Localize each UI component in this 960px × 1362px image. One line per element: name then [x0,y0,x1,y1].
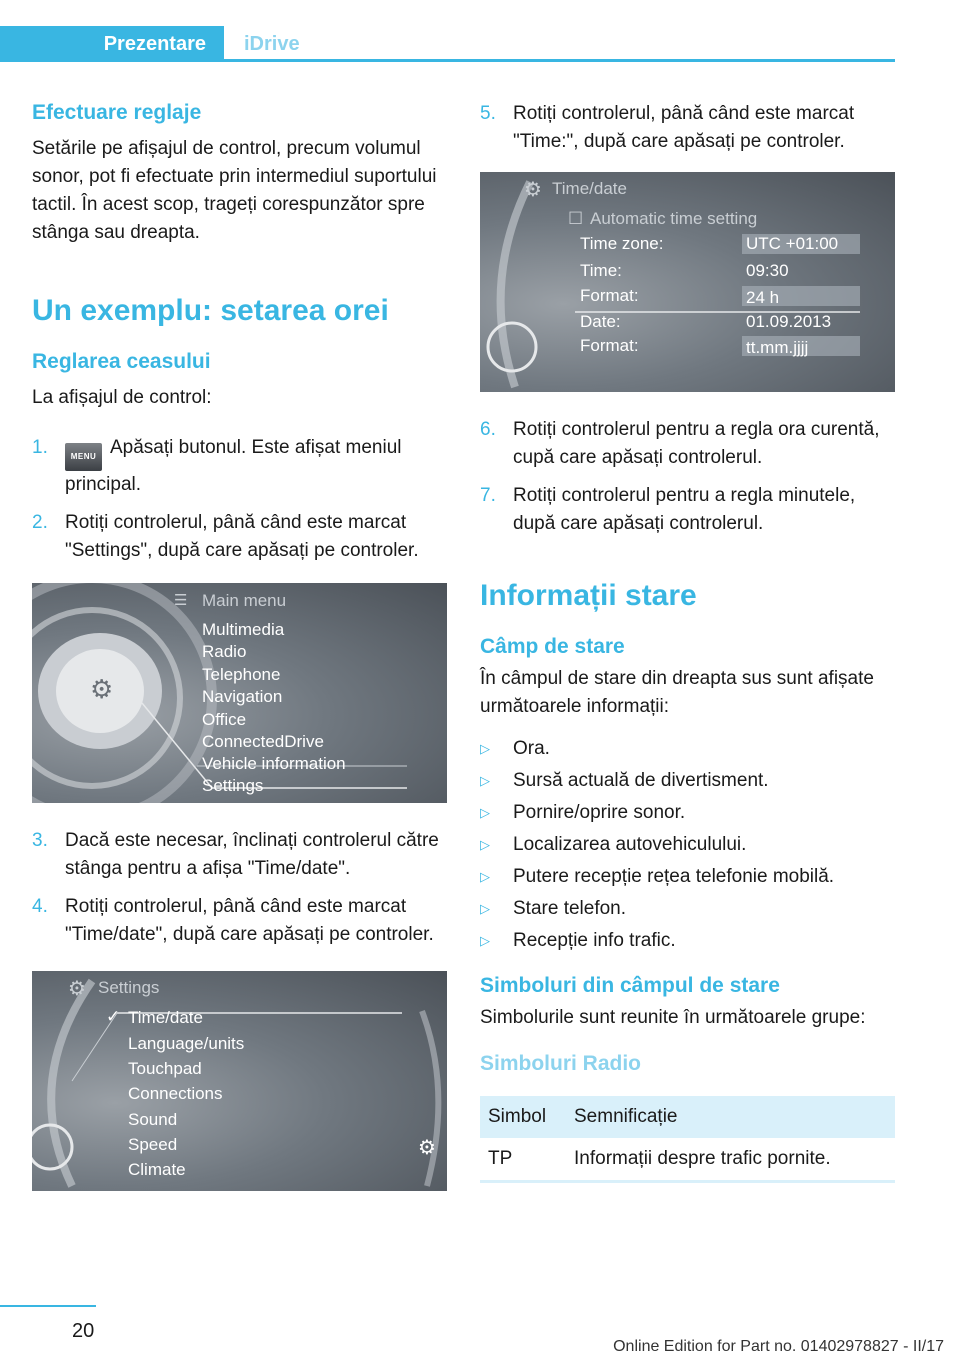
time-value: 09:30 [746,261,789,280]
screen-title: Time/date [552,179,627,198]
checkbox-icon: ☐ [568,209,584,228]
list-icon: ☰ [174,592,188,610]
step-text: Rotiți controlerul, până când este marcat "Settings", după care apăsați pe controler. [65,512,419,562]
symbols-table [480,1096,895,1183]
step-text: Apăsați butonul. Este afișat meniul principal. [65,437,402,496]
screenshot-time-date [480,172,895,392]
date-value: 01.09.2013 [746,312,832,331]
heading-exemplu: Un exemplu: setarea orei [32,294,389,328]
list-item: ▷ Recepție info trafic. [480,927,895,955]
date-format-label: Format: [580,336,639,355]
step-text: Rotiți controlerul, până când este marcat "Time:", după care apăsați pe controler. [513,103,855,152]
step-number: 6. [480,419,496,440]
check-icon: ✓ [106,1007,121,1027]
heading-reglarea-ceasului: Reglarea ceasului [32,350,211,374]
step-6 [480,416,895,472]
menu-item: ConnectedDrive [202,732,324,752]
step-number: 5. [480,103,496,124]
paragraph-reglaje: Setările pe afișajul de control, precum volumul sonor, pot fi efectuate prin intermediul suportului tactil. În acest scop, trageți corespunzător spre stânga sau dreapta. [32,138,437,244]
bullet-icon: ▷ [480,933,490,949]
time-zone-value: UTC +01:00 [746,234,839,253]
list-item: ▷ Ora. [480,735,895,763]
step-number: 4. [32,896,48,918]
format-label: Format: [580,286,639,305]
menu-item: Vehicle information [202,754,346,774]
paragraph-camp: În câmpul de stare din dreapta sus sunt afișate următoarele informații: [480,668,874,718]
heading-camp-de-stare: Câmp de stare [480,635,625,658]
list-item: ▷ Putere recepție rețea telefonie mobilă. [480,863,895,891]
paragraph-afisaj: La afișajul de control: [32,387,212,409]
time-label: Time: [580,261,622,280]
menu-item: Office [202,710,247,730]
menu-item: Telephone [202,665,281,685]
list-item: ▷ Pornire/oprire sonor. [480,799,895,827]
bullet-icon: ▷ [480,805,490,821]
step-4 [32,893,447,949]
gear-icon: ⚙ [90,674,114,705]
bullet-icon: ▷ [480,837,490,853]
bullet-icon: ▷ [480,741,490,757]
list-item: ▷ Sursă actuală de divertisment. [480,767,895,795]
date-label: Date: [580,312,621,331]
menu-item: Speed [128,1135,178,1155]
table-header-row [480,1096,895,1138]
date-format-value: tt.mm.jjjj [746,338,809,357]
screen-title: Settings [98,978,160,998]
step-text: Rotiți controlerul, până când este marcat "Time/date", după care apăsați pe controler. [65,896,434,946]
tab-prezentare: Prezentare [0,26,224,62]
menu-item: Navigation [202,687,283,707]
step-2 [32,509,447,565]
step-text: Rotiți controlerul pentru a regla minutele, după care apăsați controlerul. [513,485,856,534]
menu-item: Climate [128,1160,186,1180]
step-1 [32,434,447,499]
screen-title: Main menu [202,591,287,611]
screenshot-settings [32,971,447,1191]
paragraph-simboluri: Simbolurile sunt reunite în următoarele grupe: [480,1007,866,1029]
column-header: Semnificație [566,1096,895,1138]
gear-icon: ⚙ [418,1137,436,1160]
table-cell: Informații despre trafic pornite. [566,1138,895,1182]
bullet-icon: ▷ [480,901,490,917]
automatic-time-setting: Automatic time setting [590,209,758,228]
menu-item: Multimedia [202,620,285,640]
step-7 [480,482,895,538]
edition-text: Online Edition for Part no. 01402978827 - II/17 [613,1338,944,1355]
step-5 [480,100,895,156]
right-column [480,100,895,1183]
time-zone-label: Time zone: [580,234,664,253]
screenshot-main-menu [32,583,447,803]
tab-idrive: iDrive [244,32,300,55]
menu-item: Connections [128,1084,223,1104]
menu-item: Language/units [128,1034,245,1054]
step-3 [32,827,447,883]
heading-efectuare-reglaje: Efectuare reglaje [32,101,202,124]
list-item: ▷ Stare telefon. [480,895,895,923]
status-list [480,735,895,955]
step-number: 3. [32,830,48,852]
heading-informatii-stare: Informații stare [480,579,697,612]
controller-graphic [32,971,447,1191]
step-text: Dacă este necesar, înclinați controlerul către stânga pentru a afișa "Time/date". [65,830,439,880]
table-cell: TP [480,1138,566,1182]
bullet-icon: ▷ [480,773,490,789]
controller-graphic [480,172,895,392]
menu-item: Sound [128,1110,178,1130]
menu-item: Radio [202,642,247,662]
step-number: 2. [32,512,48,534]
bullet-icon: ▷ [480,869,490,885]
left-column [32,100,447,1215]
step-number: 7. [480,485,496,506]
heading-simboluri-camp: Simboluri din câmpul de stare [480,974,780,998]
format-value: 24 h [746,288,780,307]
menu-item-selected: Settings [202,776,264,796]
menu-button-icon: MENU [65,443,102,471]
step-text: Rotiți controlerul pentru a regla ora curentă, cupă care apăsați controlerul. [513,419,880,468]
gear-icon: ⚙ [524,179,542,201]
menu-item: Touchpad [128,1059,202,1079]
step-number: 1. [32,437,48,459]
gear-icon: ⚙ [68,978,86,1001]
header-rule [0,59,895,62]
column-header: Simbol [480,1096,566,1138]
table-row [480,1138,895,1182]
heading-simboluri-radio: Simboluri Radio [480,1052,642,1076]
menu-item-selected: Time/date [128,1008,203,1028]
page-number: 20 [72,1320,95,1342]
list-item: ▷ Localizarea autovehiculului. [480,831,895,859]
footer-rule [0,1305,96,1307]
